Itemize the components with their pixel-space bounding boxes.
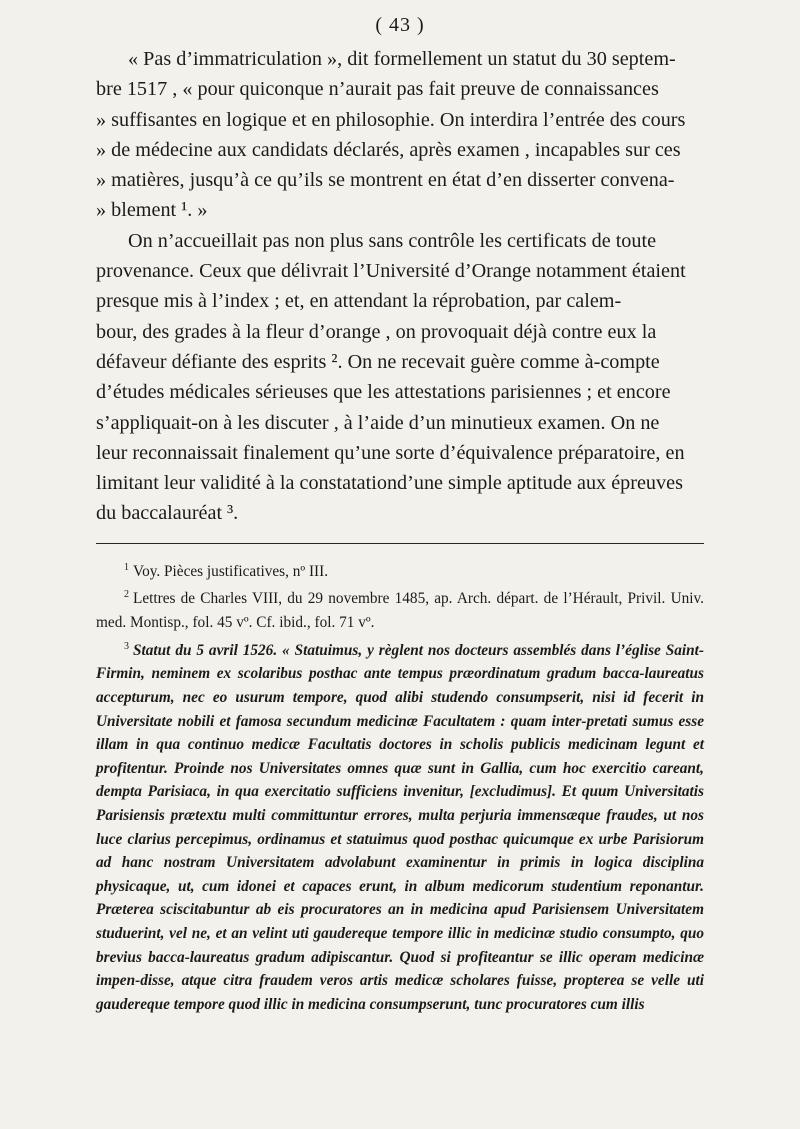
footnote-2 xyxy=(96,583,704,634)
footnote-text: Voy. Pièces justificatives, nº III. xyxy=(133,562,329,580)
footnote-divider xyxy=(96,543,704,544)
text-line: limitant leur validité à la constatationd’une simple aptitude aux épreuves xyxy=(96,472,683,495)
footnote-mark: 3 xyxy=(124,640,129,652)
footnote-text: Statut du 5 avril 1526. « Statuimus, y règlent nos docteurs assemblés dans l’église Saint-Firmin, neminem ex scolaribus posthac ante tempus præordinatum gradum bacca-laureatus accepturum, nec eo usurum tempore, quod alibi studendo consumpserit, nisi id fecerit in Universitate nobili et famosa secundum medicinæ Facultatem : quam inter-pretati sumus esse illam in qua continuo medicæ Facultatis doctores in scholis publicis medicinam legunt et profitentur. Proinde nos Universitates omnes quæ sunt in Gallia, cum hoc exercitio careant, dempta Parisiaca, in qua exercitatio sufficiens invenitur, [excludimus]. Et quum Universitatis Parisiensis prætextu multi committuntur errores, multa perjuria immensæque fraudes, ut nos luce clarius percepimus, ordinamus et statuimus quod posthac quicumque ex urbe Parisiorum ad hanc nostram Universitatem advolabunt examinentur in primis in logica disciplina physicaque, ut, cum idonei et capaces erunt, in album medicorum studentium reponantur. Præterea sciscitabuntur ab eis procuratores an in medicina apud Parisiensem Universitatem studuerint, vel ne, et an velint uti gaudereque tempore illic in medicinæ studio consumpto, quo brevius bacca-laureatus gradum adipiscantur. Quod si profiteantur se illic operam medicinæ impen-disse, atque citra fraudem veros artis medicæ scholares fuisse, propterea se velle uti gaudereque tempore quod illic in medicina consumpserunt, tunc procuratores cum illis xyxy=(96,641,704,1013)
footnote-3 xyxy=(96,635,704,1017)
footnotes xyxy=(96,556,704,1017)
text-line: bour, des grades à la fleur d’orange , on provoquait déjà contre eux la xyxy=(96,320,657,343)
text-line: On n’accueillait pas non plus sans contrôle les certificats de toute xyxy=(128,229,657,252)
text-line: « Pas d’immatriculation », dit formellement un statut du 30 septem- xyxy=(128,48,676,70)
text-line: » de médecine aux candidats déclarés, après examen , incapables sur ces xyxy=(96,138,681,161)
text-line: d’études médicales sérieuses que les attestations parisiennes ; et encore xyxy=(96,381,671,404)
text-line: » matières, jusqu’à ce qu’ils se montrent en état d’en disserter convena- xyxy=(96,169,675,192)
text-line: » suffisantes en logique et en philosophie. On interdira l’entrée des cours xyxy=(96,108,686,131)
footnote-mark: 1 xyxy=(124,561,129,573)
text-line: s’appliquait-on à les discuter , à l’aide d’un minutieux examen. On ne xyxy=(96,411,660,434)
page-number: ( 43 ) xyxy=(375,14,425,36)
text-line: défaveur défiante des esprits ². On ne recevait guère comme à-compte xyxy=(96,350,660,373)
footnote-mark: 2 xyxy=(124,589,129,601)
paragraph-2 xyxy=(96,226,704,529)
footnote-1 xyxy=(96,556,704,584)
text-line: bre 1517 , « pour quiconque n’aurait pas fait preuve de connaissances xyxy=(96,78,659,101)
text-line: provenance. Ceux que délivrait l’Université d’Orange notamment étaient xyxy=(96,260,686,283)
text-line: » blement ¹. » xyxy=(96,199,208,222)
text-line: du baccalauréat ³. xyxy=(96,502,239,525)
text-line: presque mis à l’index ; et, en attendant la réprobation, par calem- xyxy=(96,290,622,313)
text-line: leur reconnaissait finalement qu’une sorte d’équivalence préparatoire, en xyxy=(96,441,685,464)
footnote-text: Lettres de Charles VIII, du 29 novembre 1485, ap. Arch. départ. de l’Hérault, Privil. Univ. med. Montisp., fol. 45 vº. Cf. ibid., fol. 71 vº. xyxy=(96,590,704,632)
main-text xyxy=(96,44,704,529)
paragraph-1 xyxy=(96,44,704,226)
